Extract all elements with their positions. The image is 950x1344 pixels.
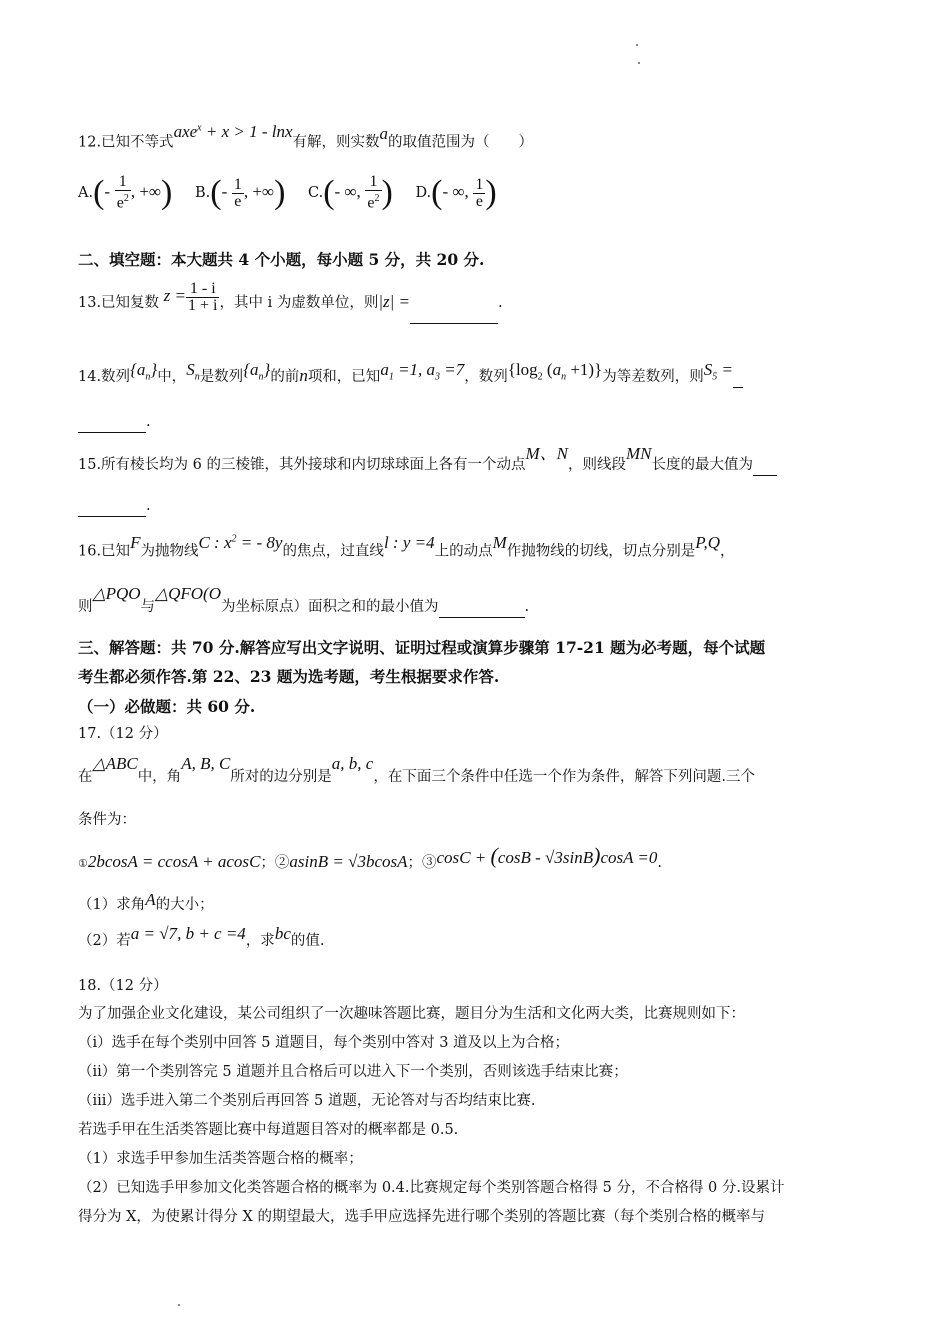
option-d[interactable]: D.(- ∞, $\frac{1}{e}$ ) (415, 174, 497, 211)
option-b[interactable]: B.(- $\frac{1}{e}$ , +∞) (194, 174, 286, 211)
q18-line-5: 若选手甲在生活类答题比赛中每道题目答对的概率都是 0.5. (78, 1122, 459, 1138)
q14: 14.数列$\{a_n\}$中，$S_n$是数列$\{a_n\}$的前n项和，已知$a_1 =1$, $a_3 =7$，数列{$\log_2$ $(a_n +1)$}为等差数列，则$S_5$ = (78, 366, 880, 393)
q17-sub1: （1）求角A的大小； (78, 890, 214, 913)
q17-sub2: （2）若a = √7, b + c =4，求bc的值. (78, 924, 325, 949)
q15: 15.所有棱长均为 6 的三棱锥，其外接球和内切球球面上各有一个动点M、N，则线段MN长度的最大值为 (78, 454, 880, 476)
q12-prefix: 12.已知不等式 (78, 134, 174, 151)
option-c[interactable]: C.(- ∞, $\frac{1}{e^2}$ ) (308, 173, 393, 212)
section-2-heading: 二、填空题：本大题共 4 个小题，每小题 5 分，共 20 分. (78, 250, 485, 269)
q15-cont: . (78, 496, 880, 517)
scan-speck (636, 44, 638, 46)
q12-suffix: 有解，则实数 (292, 134, 380, 151)
q15-answer-blank[interactable] (78, 496, 146, 517)
section-3-line1: 三、解答题：共 70 分.解答应写出文字说明、证明过程或演算步骤第 17-21 题为必考题，每个试题 (78, 638, 766, 657)
section-3-line2: 考生都必须作答.第 22、23 题为选考题，考生根据要求作答. (78, 667, 500, 686)
q16: 16.已知F为抛物线C : $x^2$ = - 8y的焦点，过直线l : y =4上的动点M作抛物线的切线，切点分别是P,Q， (78, 532, 735, 560)
q18-line-2: （i）选手在每个类别中回答 5 道题目，每个类别中答对 3 道及以上为合格； (78, 1035, 570, 1051)
q18-line-3: （ii）第一个类别答完 5 道题并且合格后可以进入下一个类别，否则该选手结束比赛； (78, 1064, 628, 1080)
q14-answer-blank[interactable] (78, 412, 146, 433)
scan-speck (178, 1304, 180, 1306)
q12-stem (78, 121, 880, 153)
q12-options (78, 172, 880, 213)
q18-head: 18.（12 分） (78, 978, 168, 994)
q14-cont: . (78, 412, 880, 433)
q18-line-8: 得分为 X，为使累计得分 X 的期望最大，选手甲应选择先进行哪个类别的答题比赛（每个类别合格的概率与 (78, 1209, 765, 1225)
q16-cont: 则△PQO与△QFO(O为坐标原点）面积之和的最小值为 . (78, 596, 880, 618)
q18-line-1: 为了加强企业文化建设，某公司组织了一次趣味答题比赛，题目分为生活和文化两大类，比赛规则如下： (78, 1006, 745, 1022)
scan-speck (638, 62, 640, 64)
q17-conditions: ①2bcosA = ccosA + acosC；②asinB = √3bcosA；③cosC + (cosB - √3sinB)cosA =0. (78, 843, 663, 871)
q17-head: 17.（12 分） (78, 726, 168, 742)
q18-line-7: （2）已知选手甲参加文化类答题合格的概率为 0.4.比赛规定每个类别答题合格得 5 分，不合格得 0 分.设累计 (78, 1180, 785, 1196)
option-a[interactable]: A.(- $\frac{1}{e^2}$ , +∞) (78, 173, 173, 212)
q12-var-a: a (379, 123, 389, 143)
q13: 13.已知复数 z = $\frac{1 - i}{1 + i}$ ，其中 i 为虚数单位，则|z| = . (78, 282, 880, 324)
q18-line-4: （iii）选手进入第二个类别后再回答 5 道题，无论答对与否均结束比赛. (78, 1093, 536, 1109)
q18-line-6: （1）求选手甲参加生活类答题合格的概率； (78, 1151, 363, 1167)
q12-inequality: axe$^x$ + x > 1 - lnx (173, 121, 293, 141)
q17-cond-label: 条件为： (78, 812, 136, 828)
q17-stem: 在△ABC中，角A, B, C所对的边分别是a, b, c，在下面三个条件中任选一个作为条件，解答下列问题.三个 (78, 754, 755, 785)
q16-answer-blank[interactable] (439, 597, 525, 618)
section-3-line3: （一）必做题：共 60 分. (78, 697, 256, 716)
q12-tail: 的取值范围为（ ） (388, 134, 534, 151)
q13-answer-blank[interactable] (410, 283, 498, 324)
